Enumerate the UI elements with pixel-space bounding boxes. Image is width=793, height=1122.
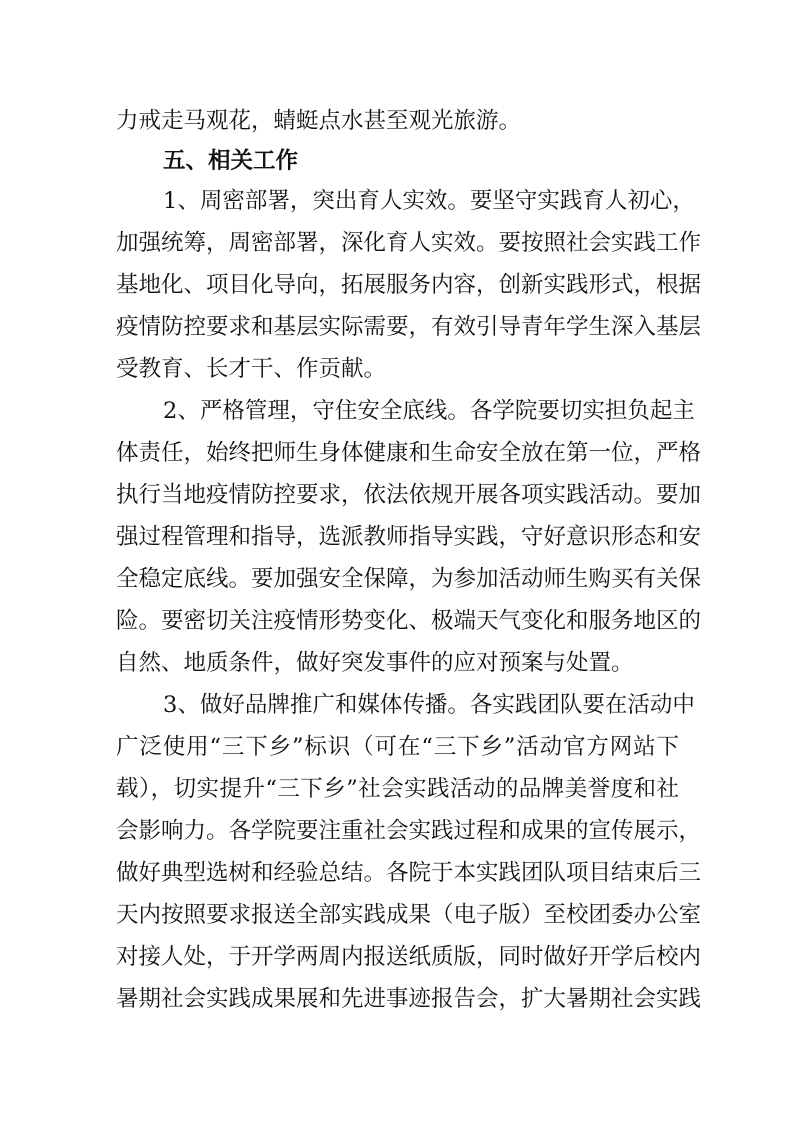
text-line: 强过程管理和指导，选派教师指导实践，守好意识形态和安 [116, 524, 702, 550]
text-line: 对接人处，于开学两周内报送纸质版，同时做好开学后校内 [116, 944, 702, 970]
text-line: 力戒走马观花，蜻蜓点水甚至观光旅游。 [116, 108, 522, 134]
text-line: 天内按照要求报送全部实践成果（电子版）至校团委办公室 [116, 902, 702, 928]
text-line: 会影响力。各学院要注重社会实践过程和成果的宣传展示， [116, 818, 702, 844]
text-line: 受教育、长才干、作贡献。 [116, 356, 387, 382]
text-line: 载），切实提升“三下乡”社会实践活动的品牌美誉度和社 [116, 776, 679, 802]
paragraph-3-first-line: 3、做好品牌推广和媒体传播。各实践团队要在活动中 [163, 692, 695, 718]
paragraph-1-first-line: 1、周密部署，突出育人实效。要坚守实践育人初心， [163, 188, 695, 214]
text-line: 做好典型选树和经验总结。各院于本实践团队项目结束后三 [116, 860, 702, 886]
text-line: 全稳定底线。要加强安全保障，为参加活动师生购买有关保 [116, 566, 702, 592]
text-line: 自然、地质条件，做好突发事件的应对预案与处置。 [116, 650, 634, 676]
text-line: 疫情防控要求和基层实际需要，有效引导青年学生深入基层 [116, 314, 702, 340]
section-heading: 五、相关工作 [163, 148, 299, 174]
text-line: 加强统筹，周密部署，深化育人实效。要按照社会实践工作 [116, 230, 702, 256]
text-line: 基地化、项目化导向，拓展服务内容，创新实践形式，根据 [116, 272, 702, 298]
text-line: 广泛使用“三下乡”标识（可在“三下乡”活动官方网站下 [116, 734, 679, 760]
paragraph-2-first-line: 2、严格管理，守住安全底线。各学院要切实担负起主 [163, 398, 695, 424]
text-line: 执行当地疫情防控要求，依法依规开展各项实践活动。要加 [116, 482, 702, 508]
text-line: 险。要密切关注疫情形势变化、极端天气变化和服务地区的 [116, 608, 702, 634]
text-line: 暑期社会实践成果展和先进事迹报告会，扩大暑期社会实践 [116, 986, 702, 1012]
text-line: 体责任，始终把师生身体健康和生命安全放在第一位，严格 [116, 440, 702, 466]
